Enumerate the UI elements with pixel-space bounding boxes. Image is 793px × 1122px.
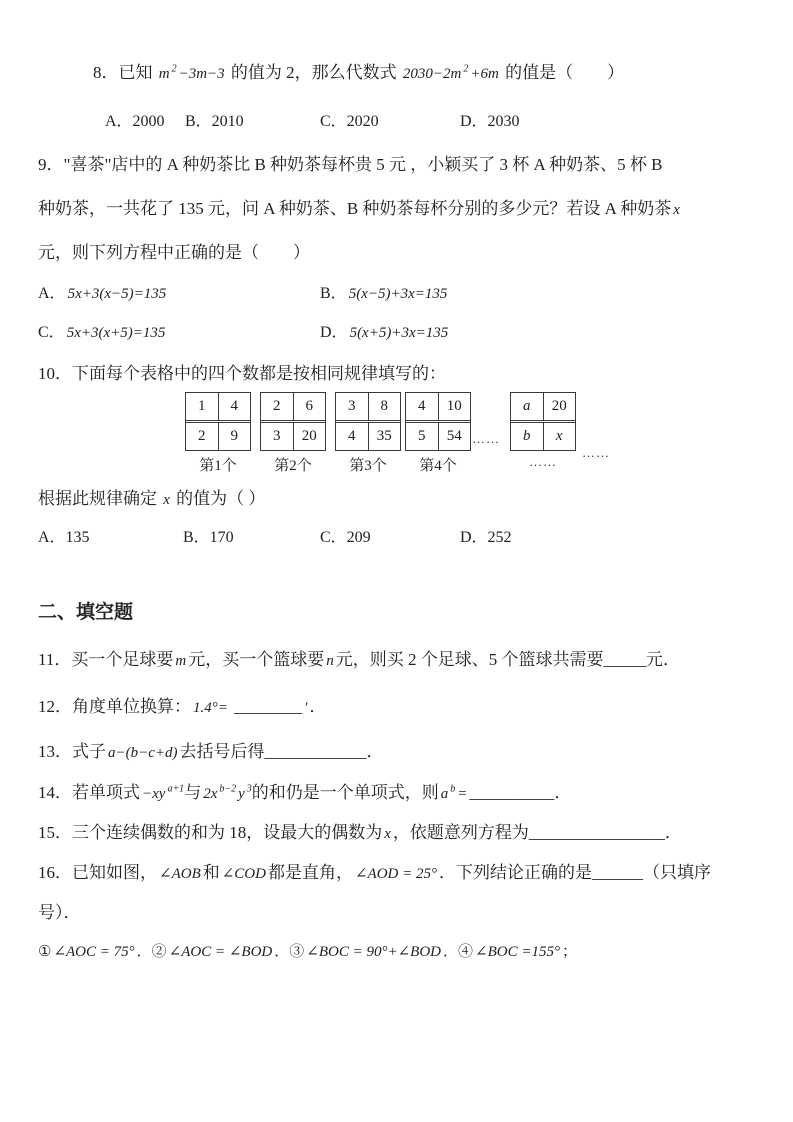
pattern-table-grid <box>185 392 251 451</box>
q9-option-b: B． 5(x−5)+3x=135 <box>320 285 448 302</box>
q9-option-c: C． 5x+3(x+5)=135 <box>38 324 166 341</box>
table-cell: b <box>523 428 531 444</box>
table-cell: 35 <box>368 423 401 450</box>
table-cell: 2 <box>273 398 281 414</box>
table-cell: 2 <box>198 428 206 444</box>
pattern-table-3 <box>335 392 401 475</box>
table-caption: 第2个 <box>274 458 312 474</box>
q10-option-c: C．209 <box>320 529 371 546</box>
table-cell: 9 <box>218 423 251 450</box>
table-cell: 20 <box>543 393 576 420</box>
table-cell: a <box>523 398 531 414</box>
question-9-line-2: 种奶茶，一共花了 135 元，问 A 种奶茶、B 种奶茶每杯分别的多少元？若设 A 种奶茶 x <box>38 199 680 218</box>
table-caption: 第3个 <box>349 458 387 474</box>
question-9-line-3: 元，则下列方程中正确的是（ ） <box>38 243 310 262</box>
q8-option-c: C．2020 <box>320 113 379 130</box>
q8-option-a: A．2000 <box>105 113 165 130</box>
table-cell: 6 <box>293 393 326 420</box>
q10-option-d: D．252 <box>460 529 512 546</box>
pattern-table-5 <box>510 392 576 470</box>
table-cell: 54 <box>438 423 471 450</box>
section-2-heading: 二、填空题 <box>38 602 134 623</box>
question-9-line-1: 9．"喜茶"店中的 A 种奶茶比 B 种奶茶每杯贵 5 元 ，小颖买了 3 杯 A 种奶茶、5 杯 B <box>38 155 663 174</box>
question-14-text: 14．若单项式 −xy $^{a+1}$与 2x $^{b-2}$ y $^3$的和仍是一个单项式，则 a $^b$ = __________． <box>38 783 572 802</box>
tables-ellipsis-mid: …… <box>472 431 500 446</box>
question-12-text: 12．角度单位换算： 1.4°= ________ ′ ． <box>38 697 327 716</box>
table-cell: 10 <box>438 393 471 420</box>
pattern-table-4 <box>405 392 471 475</box>
q9-option-d: D． 5(x+5)+3x=135 <box>320 324 449 341</box>
tables-ellipsis-end: …… <box>582 445 610 460</box>
q16-conclusions: ① ∠AOC = 75° ．② ∠AOC = ∠BOD ．③ ∠BOC = 90°+∠BOD ．④ ∠BOC =155° ； <box>38 944 577 960</box>
table-cell: 5 <box>418 428 426 444</box>
table-caption: 第1个 <box>199 458 237 474</box>
pattern-table-1 <box>185 392 251 475</box>
q10-option-a: A．135 <box>38 529 90 546</box>
pattern-table-grid <box>405 392 471 451</box>
table-cell: x <box>543 423 576 450</box>
table-cell: 4 <box>418 398 426 414</box>
pattern-table-grid <box>335 392 401 451</box>
question-8-text: 8．已知 m $^2$ −3m−3 的值为 2，那么代数式 2030−2m $^2$ +6m 的值是（ ） <box>93 63 625 82</box>
question-10-followup: 根据此规律确定 x 的值为（ ） <box>38 489 266 508</box>
q9-option-a: A． 5x+3(x−5)=135 <box>38 285 167 302</box>
question-11-text: 11．买一个足球要 m 元，买一个篮球要 n 元，则买 2 个足球、5 个篮球共需要_____元． <box>38 650 680 669</box>
table-caption: 第4个 <box>419 458 457 474</box>
table-cell: 4 <box>218 393 251 420</box>
table-cell: 1 <box>198 398 206 414</box>
pattern-table-grid <box>260 392 326 451</box>
table-caption: …… <box>529 454 557 469</box>
question-15-text: 15．三个连续偶数的和为 18，设最大的偶数为 x ，依题意列方程为________________． <box>38 823 682 842</box>
table-cell: 3 <box>348 398 356 414</box>
question-13-text: 13．式子 a−(b−c+d) 去括号后得____________． <box>38 742 384 761</box>
table-cell: 3 <box>273 428 281 444</box>
pattern-table-2 <box>260 392 326 475</box>
table-cell: 20 <box>293 423 326 450</box>
pattern-table-grid <box>510 392 576 451</box>
question-16-line-2: 号）． <box>38 903 81 922</box>
q10-option-b: B．170 <box>183 529 234 546</box>
table-cell: 4 <box>348 428 356 444</box>
q8-option-b: B．2010 <box>185 113 244 130</box>
table-cell: 8 <box>368 393 401 420</box>
question-16-line-1: 16．已知如图， ∠AOB 和 ∠COD 都是直角， ∠AOD = 25° ．下列结论正确的是______（只填序 <box>38 863 712 882</box>
q8-option-d: D．2030 <box>460 113 520 130</box>
question-10-text: 10．下面每个表格中的四个数都是按相同规律填写的： <box>38 364 446 383</box>
